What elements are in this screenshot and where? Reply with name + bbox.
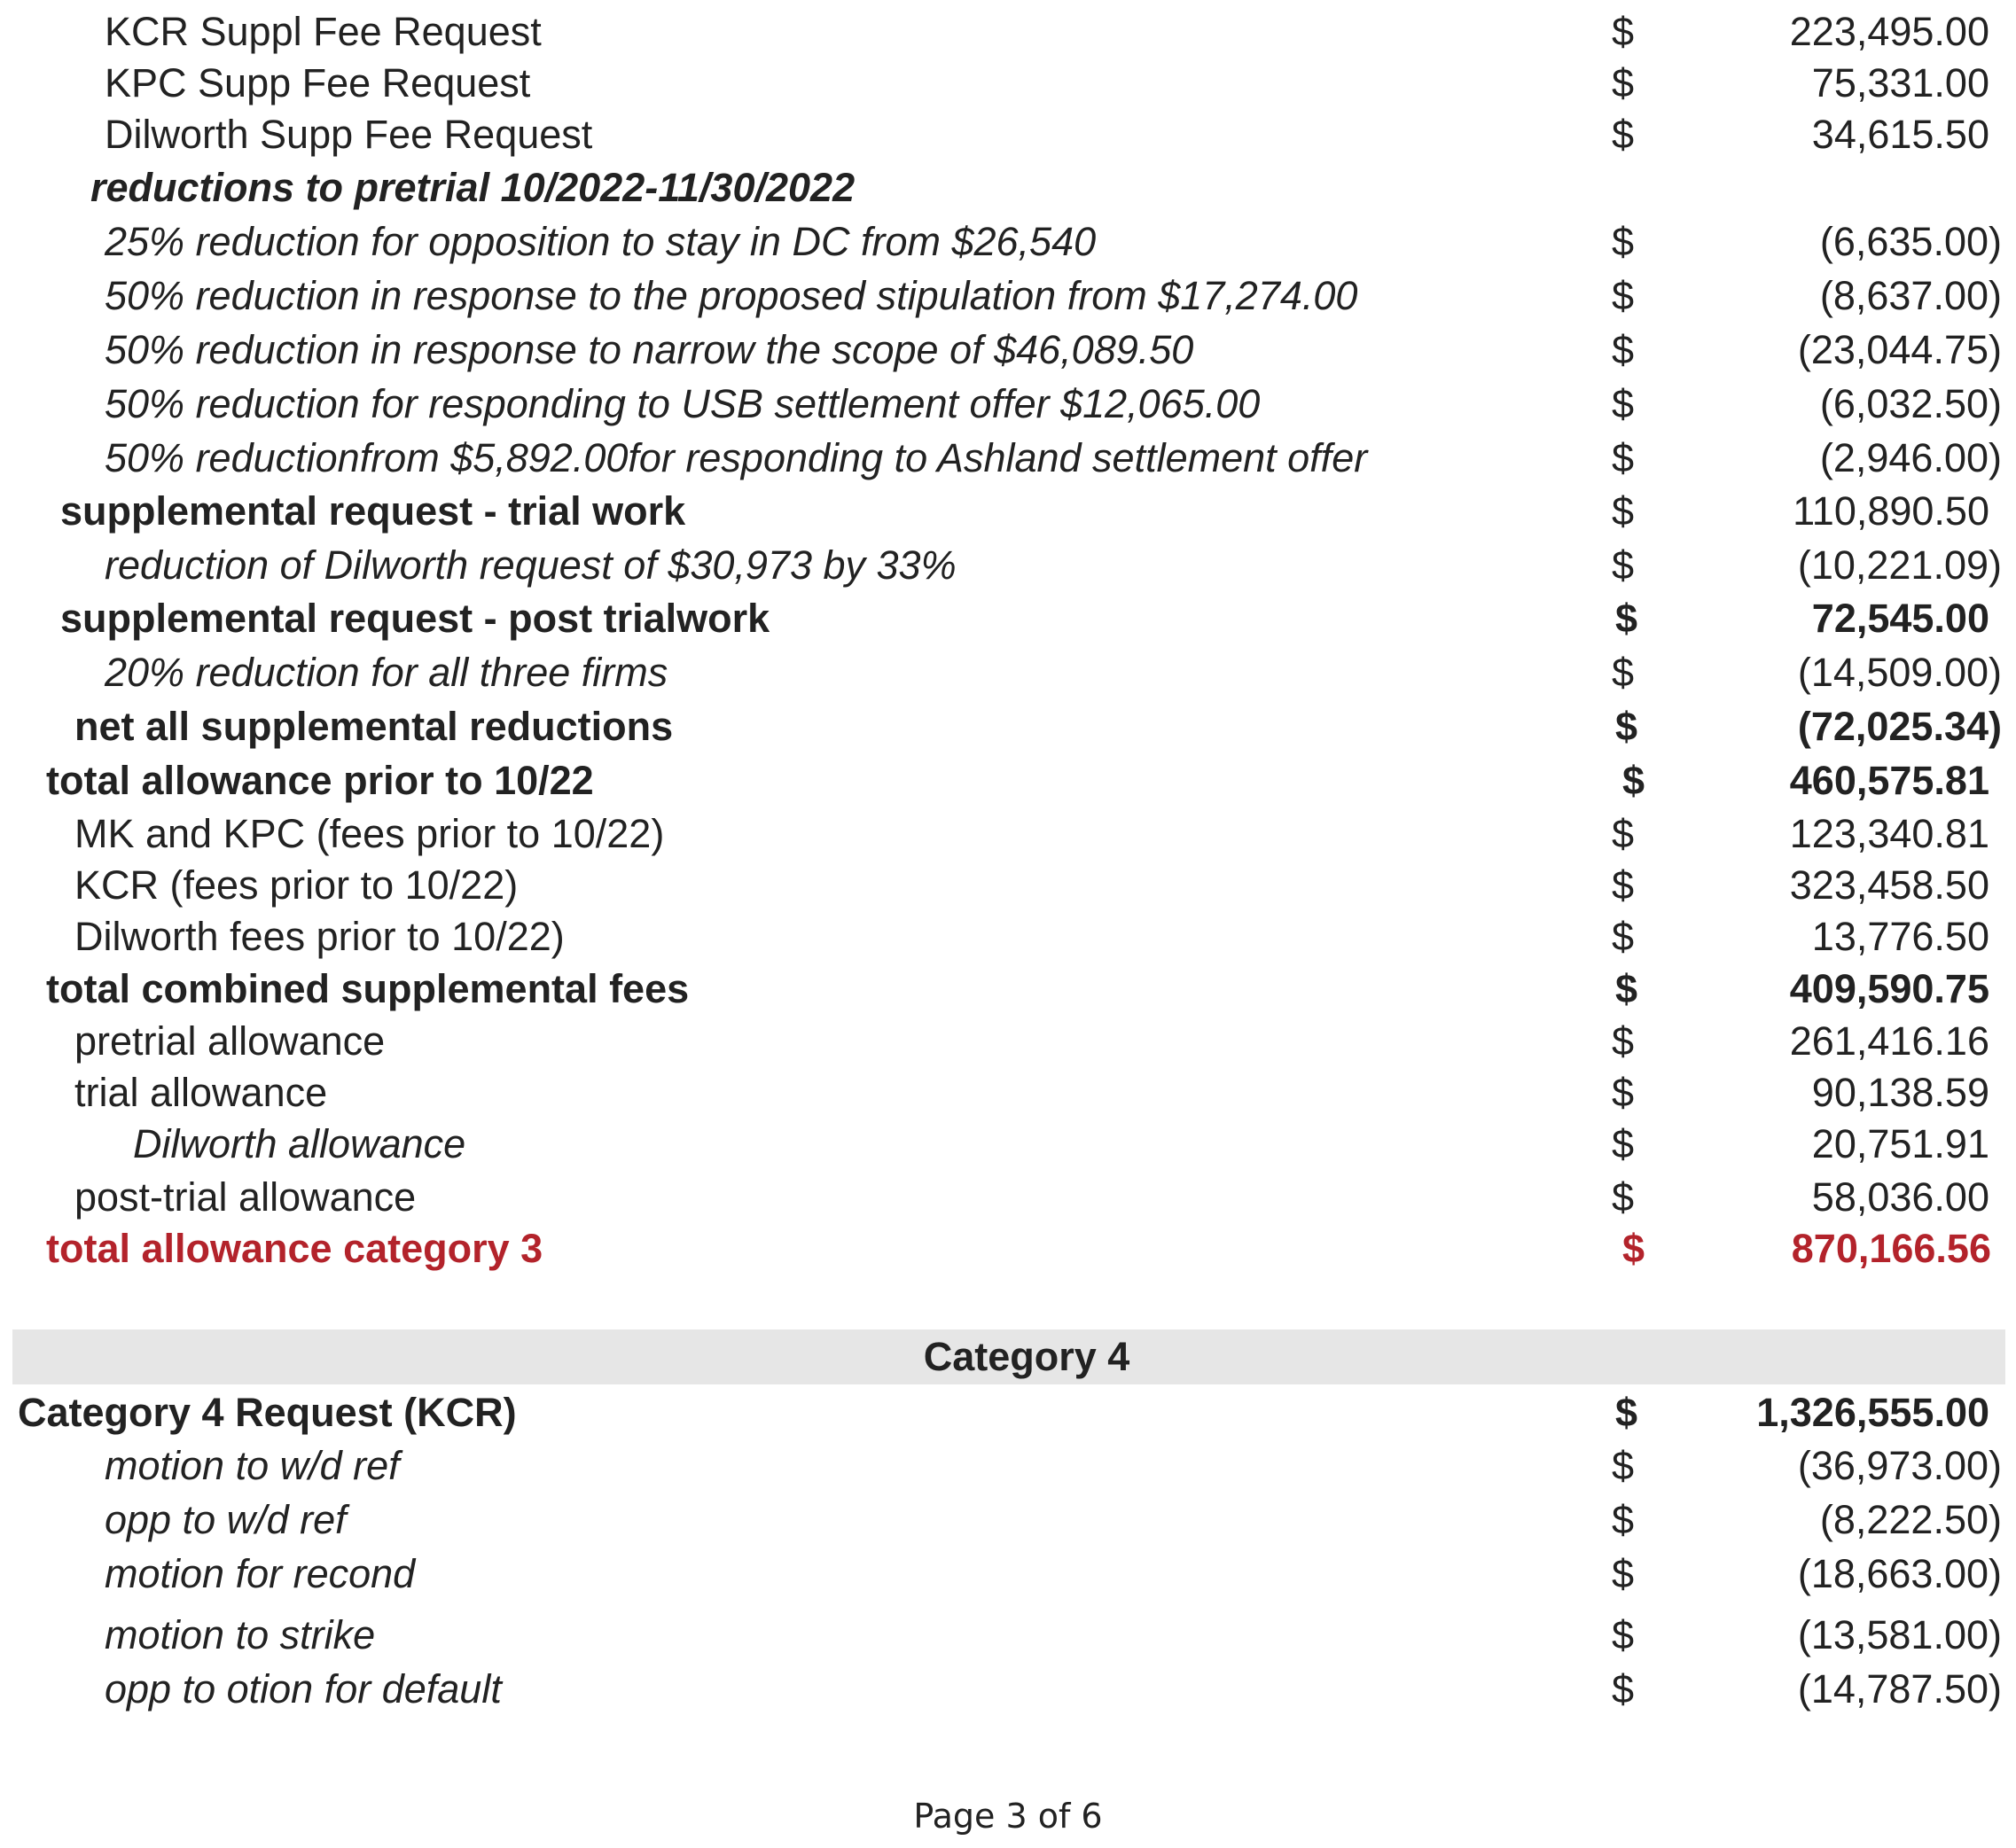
dollar-sign: $	[1612, 1612, 1635, 1657]
category-4-title: Category 4	[923, 1334, 1130, 1379]
row-label: 50% reduction for responding to USB settlement offer $12,065.00	[105, 381, 1261, 426]
ledger-row	[0, 324, 2016, 377]
row-label: net all supplemental reductions	[74, 704, 674, 749]
row-amount: (23,044.75)	[1797, 327, 2002, 372]
row-amount: (10,221.09)	[1797, 542, 2002, 588]
row-label: Dilworth fees prior to 10/22)	[74, 914, 565, 959]
ledger-row	[0, 1493, 2016, 1547]
row-amount: (36,973.00)	[1797, 1443, 2002, 1488]
ledger-row	[0, 700, 2016, 753]
row-label: reduction of Dilworth request of $30,973 by 33%	[105, 542, 957, 588]
row-label: 50% reduction in response to the proposed stipulation from $17,274.00	[105, 273, 1358, 318]
dollar-sign: $	[1612, 327, 1635, 372]
row-label: 25% reduction for opposition to stay in DC from $26,540	[105, 219, 1097, 264]
row-amount: (18,663.00)	[1797, 1551, 2002, 1596]
row-amount: 90,138.59	[1811, 1070, 1989, 1115]
ledger-row	[0, 5, 2016, 58]
row-label: reductions to pretrial 10/2022-11/30/2022	[90, 165, 856, 210]
dollar-sign: $	[1612, 60, 1635, 105]
row-amount: 123,340.81	[1789, 811, 1989, 856]
ledger-row	[0, 1609, 2016, 1662]
dollar-sign: $	[1612, 1551, 1635, 1596]
dollar-sign: $	[1612, 273, 1635, 318]
ledger-row	[0, 1118, 2016, 1171]
dollar-sign: $	[1612, 1018, 1635, 1064]
row-amount: (13,581.00)	[1797, 1612, 2002, 1657]
row-label: total allowance prior to 10/22	[46, 758, 594, 803]
row-amount: 261,416.16	[1789, 1018, 1989, 1064]
row-label: opp to w/d ref	[105, 1497, 347, 1542]
row-amount: (14,787.50)	[1797, 1666, 2002, 1712]
ledger-row	[0, 754, 2016, 807]
ledger-row	[0, 1548, 2016, 1601]
dollar-sign: $	[1612, 914, 1635, 959]
row-label: MK and KPC (fees prior to 10/22)	[74, 811, 665, 856]
row-label: Category 4 Request (KCR)	[18, 1390, 517, 1435]
dollar-sign: $	[1612, 862, 1635, 908]
dollar-sign: $	[1612, 381, 1635, 426]
row-label: pretrial allowance	[74, 1018, 386, 1064]
ledger-row	[0, 215, 2016, 269]
dollar-sign: $	[1612, 219, 1635, 264]
row-amount: 34,615.50	[1811, 112, 1989, 157]
row-label: total allowance category 3	[46, 1226, 543, 1271]
dollar-sign: $	[1612, 435, 1635, 480]
row-amount: (14,509.00)	[1797, 650, 2002, 695]
ledger-row	[0, 1066, 2016, 1119]
dollar-sign: $	[1612, 1070, 1635, 1115]
row-amount: (8,222.50)	[1819, 1497, 2002, 1542]
row-amount: 460,575.81	[1789, 758, 1989, 803]
dollar-sign: $	[1612, 811, 1635, 856]
row-amount: 223,495.00	[1789, 9, 1989, 54]
row-label: total combined supplemental fees	[46, 966, 690, 1011]
row-amount: 58,036.00	[1811, 1174, 1989, 1220]
row-amount: (6,032.50)	[1819, 381, 2002, 426]
row-label: 20% reduction for all three firms	[105, 650, 668, 695]
ledger-row	[0, 432, 2016, 485]
dollar-sign: $	[1612, 9, 1635, 54]
category-4-header	[12, 1329, 2005, 1384]
ledger-row	[0, 807, 2016, 861]
ledger-row	[0, 378, 2016, 431]
row-label: opp to otion for default	[105, 1666, 502, 1712]
ledger-row	[0, 646, 2016, 699]
row-label: KCR (fees prior to 10/22)	[74, 862, 519, 908]
row-label: Dilworth allowance	[133, 1121, 466, 1166]
dollar-sign: $	[1612, 1497, 1635, 1542]
dollar-sign: $	[1612, 1121, 1635, 1166]
ledger-row	[0, 1663, 2016, 1716]
row-label: 50% reduction in response to narrow the scope of $46,089.50	[105, 327, 1194, 372]
row-amount: 75,331.00	[1811, 60, 1989, 105]
row-label: motion to strike	[105, 1612, 376, 1657]
row-amount: (72,025.34)	[1797, 704, 2002, 749]
ledger-row	[0, 108, 2016, 161]
page-number: Page 3 of 6	[913, 1797, 1103, 1836]
row-amount: (8,637.00)	[1819, 273, 2002, 318]
dollar-sign: $	[1612, 488, 1635, 534]
row-amount: (6,635.00)	[1819, 219, 2002, 264]
ledger-row	[0, 485, 2016, 538]
row-label: post-trial allowance	[74, 1174, 417, 1220]
dollar-sign: $	[1615, 966, 1638, 1011]
row-label: supplemental request - post trialwork	[60, 596, 770, 641]
ledger-row	[0, 910, 2016, 963]
ledger-row	[0, 269, 2016, 323]
ledger-row	[0, 1439, 2016, 1493]
row-amount: 870,166.56	[1791, 1226, 1991, 1271]
total-row	[0, 1222, 2016, 1275]
dollar-sign: $	[1615, 596, 1638, 641]
section-subheading	[0, 161, 2016, 214]
dollar-sign: $	[1612, 542, 1635, 588]
row-amount: 13,776.50	[1811, 914, 1989, 959]
ledger-row	[0, 1386, 2016, 1439]
ledger-row	[0, 539, 2016, 592]
dollar-sign: $	[1615, 1390, 1638, 1435]
row-label: supplemental request - trial work	[60, 488, 686, 534]
row-amount: 72,545.00	[1811, 596, 1989, 641]
ledger-row	[0, 1171, 2016, 1224]
dollar-sign: $	[1622, 1226, 1645, 1271]
row-label: trial allowance	[74, 1070, 328, 1115]
ledger-row	[0, 859, 2016, 912]
row-amount: 110,890.50	[1793, 488, 1989, 534]
row-amount: 323,458.50	[1789, 862, 1989, 908]
dollar-sign: $	[1612, 650, 1635, 695]
dollar-sign: $	[1612, 1666, 1635, 1712]
ledger-row	[0, 592, 2016, 645]
ledger-row	[0, 1015, 2016, 1068]
dollar-sign: $	[1615, 704, 1638, 749]
row-amount: 409,590.75	[1789, 966, 1989, 1011]
row-label: motion to w/d ref	[105, 1443, 400, 1488]
row-label: 50% reductionfrom $5,892.00for responding to Ashland settlement offer	[105, 435, 1368, 480]
ledger-row	[0, 57, 2016, 110]
dollar-sign: $	[1622, 758, 1645, 803]
row-amount: 20,751.91	[1811, 1121, 1989, 1166]
row-label: KCR Suppl Fee Request	[105, 9, 542, 54]
row-label: Dilworth Supp Fee Request	[105, 112, 593, 157]
row-label: KPC Supp Fee Request	[105, 60, 531, 105]
row-label: motion for recond	[105, 1551, 416, 1596]
row-amount: (2,946.00)	[1819, 435, 2002, 480]
ledger-row	[0, 963, 2016, 1016]
row-amount: 1,326,555.00	[1756, 1390, 1989, 1435]
dollar-sign: $	[1612, 112, 1635, 157]
dollar-sign: $	[1612, 1174, 1635, 1220]
dollar-sign: $	[1612, 1443, 1635, 1488]
